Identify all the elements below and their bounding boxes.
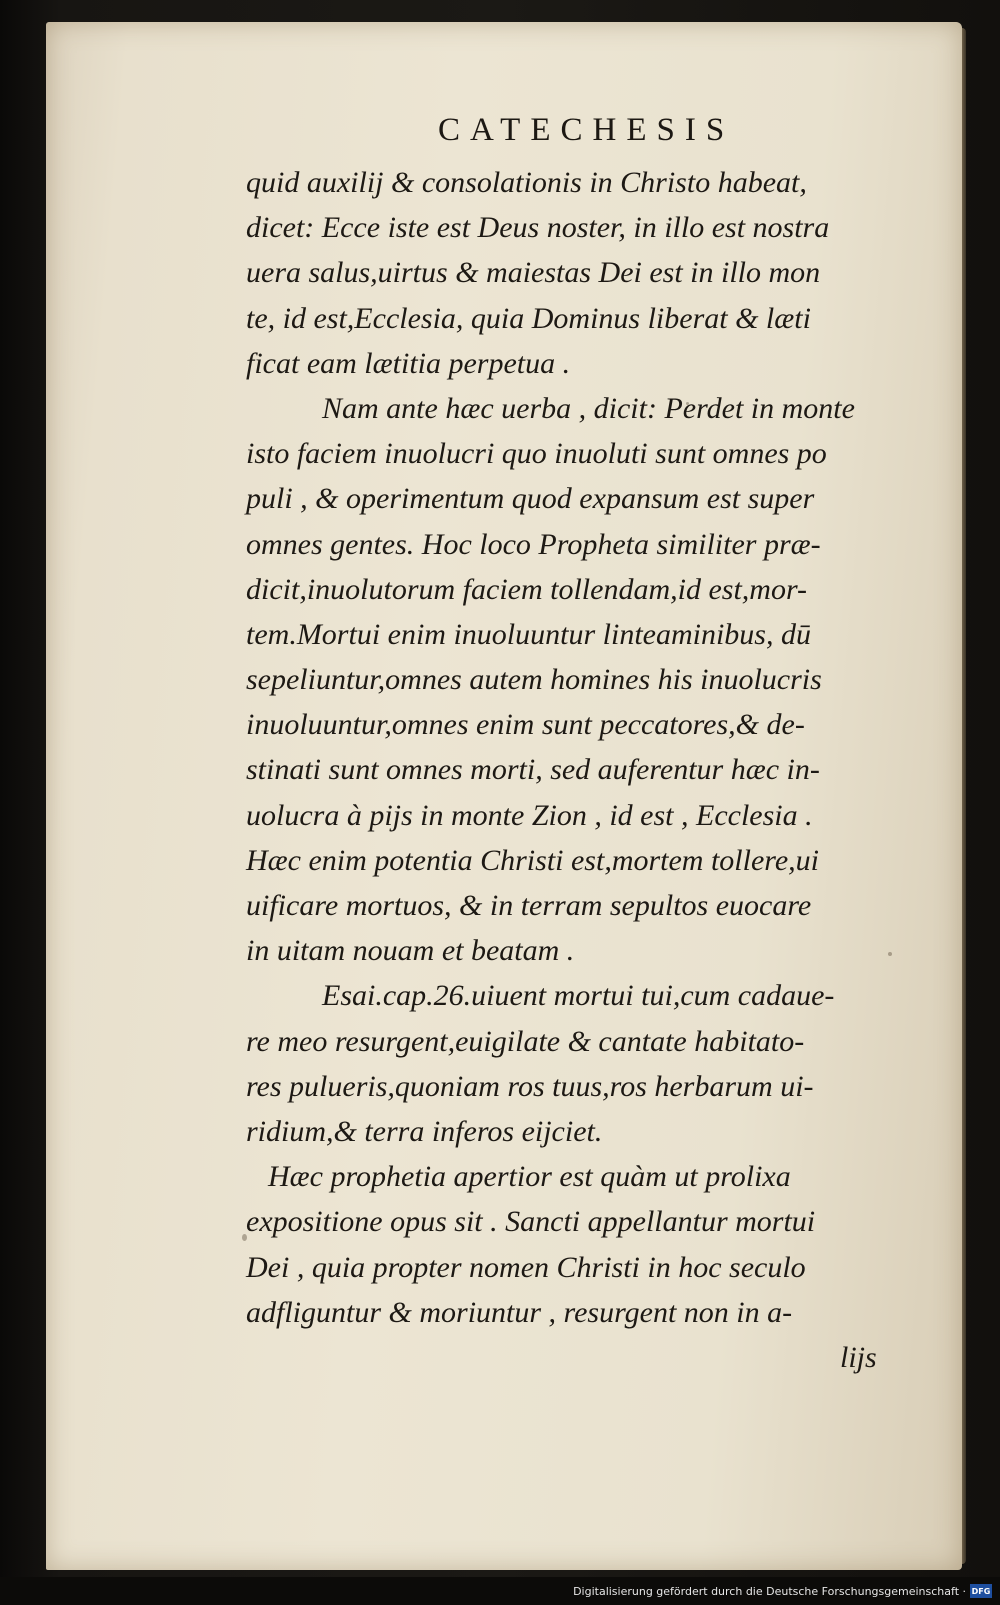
text-line: Dei , quia propter nomen Christi in hoc seculo — [246, 1250, 806, 1284]
text-line: adfliguntur & moriuntur , resurgent non in a- — [246, 1295, 793, 1329]
text-line: ridium,& terra inferos eijciet. — [246, 1114, 603, 1148]
text-line: Nam ante hæc uerba , dicit: Perdet in monte — [322, 391, 855, 425]
text-line: in uitam nouam et beatam . — [246, 934, 575, 968]
text-line: res pulueris,quoniam ros tuus,ros herbarum ui- — [246, 1069, 814, 1103]
text-line: isto faciem inuolucri quo inuoluti sunt omnes po — [246, 437, 827, 471]
running-head: CATECHESIS — [438, 112, 735, 148]
text-line: dicet: Ecce iste est Deus noster, in illo est nostra — [246, 211, 830, 245]
text-line: Hæc enim potentia Christi est,mortem tollere,ui — [246, 843, 820, 877]
text-line: sepeliuntur,omnes autem homines his inuolucris — [246, 663, 822, 697]
text-line: expositione opus sit . Sancti appellantur mortui — [246, 1205, 816, 1239]
text-line: te, id est,Ecclesia, quia Dominus liberat & læti — [246, 301, 811, 335]
text-line: puli , & operimentum quod expansum est super — [246, 482, 815, 516]
text-line: re meo resurgent,euigilate & cantate habitato- — [246, 1024, 805, 1058]
dfg-logo-icon: DFG — [970, 1584, 992, 1598]
catchword: lijs — [840, 1340, 877, 1374]
text-line: omnes gentes. Hoc loco Propheta similiter præ- — [246, 527, 821, 561]
text-line: stinati sunt omnes morti, sed auferentur hæc in- — [246, 753, 820, 787]
text-line: Hæc prophetia apertior est quàm ut prolixa — [268, 1160, 791, 1194]
text-line: uificare mortuos, & in terram sepultos euocare — [246, 889, 812, 922]
text-line: dicit,inuolutorum faciem tollendam,id est,mor- — [246, 572, 808, 606]
text-line: quid auxilij & consolationis in Christo habeat, — [246, 166, 807, 199]
text-line: Esai.cap.26.uiuent mortui tui,cum cadaue- — [322, 979, 835, 1013]
page-text — [246, 160, 946, 1380]
text-line: tem.Mortui enim inuoluuntur linteaminibus, dū — [246, 617, 811, 651]
text-line: ficat eam lætitia perpetua . — [246, 346, 571, 380]
text-line: uolucra à pijs in monte Zion , id est , Ecclesia . — [246, 798, 813, 832]
text-line: inuoluuntur,omnes enim sunt peccatores,& de- — [246, 708, 805, 742]
footer-credit: Digitalisierung gefördert durch die Deutsche Forschungsgemeinschaft · — [573, 1585, 966, 1598]
text-line: uera salus,uirtus & maiestas Dei est in illo mon — [246, 256, 821, 290]
